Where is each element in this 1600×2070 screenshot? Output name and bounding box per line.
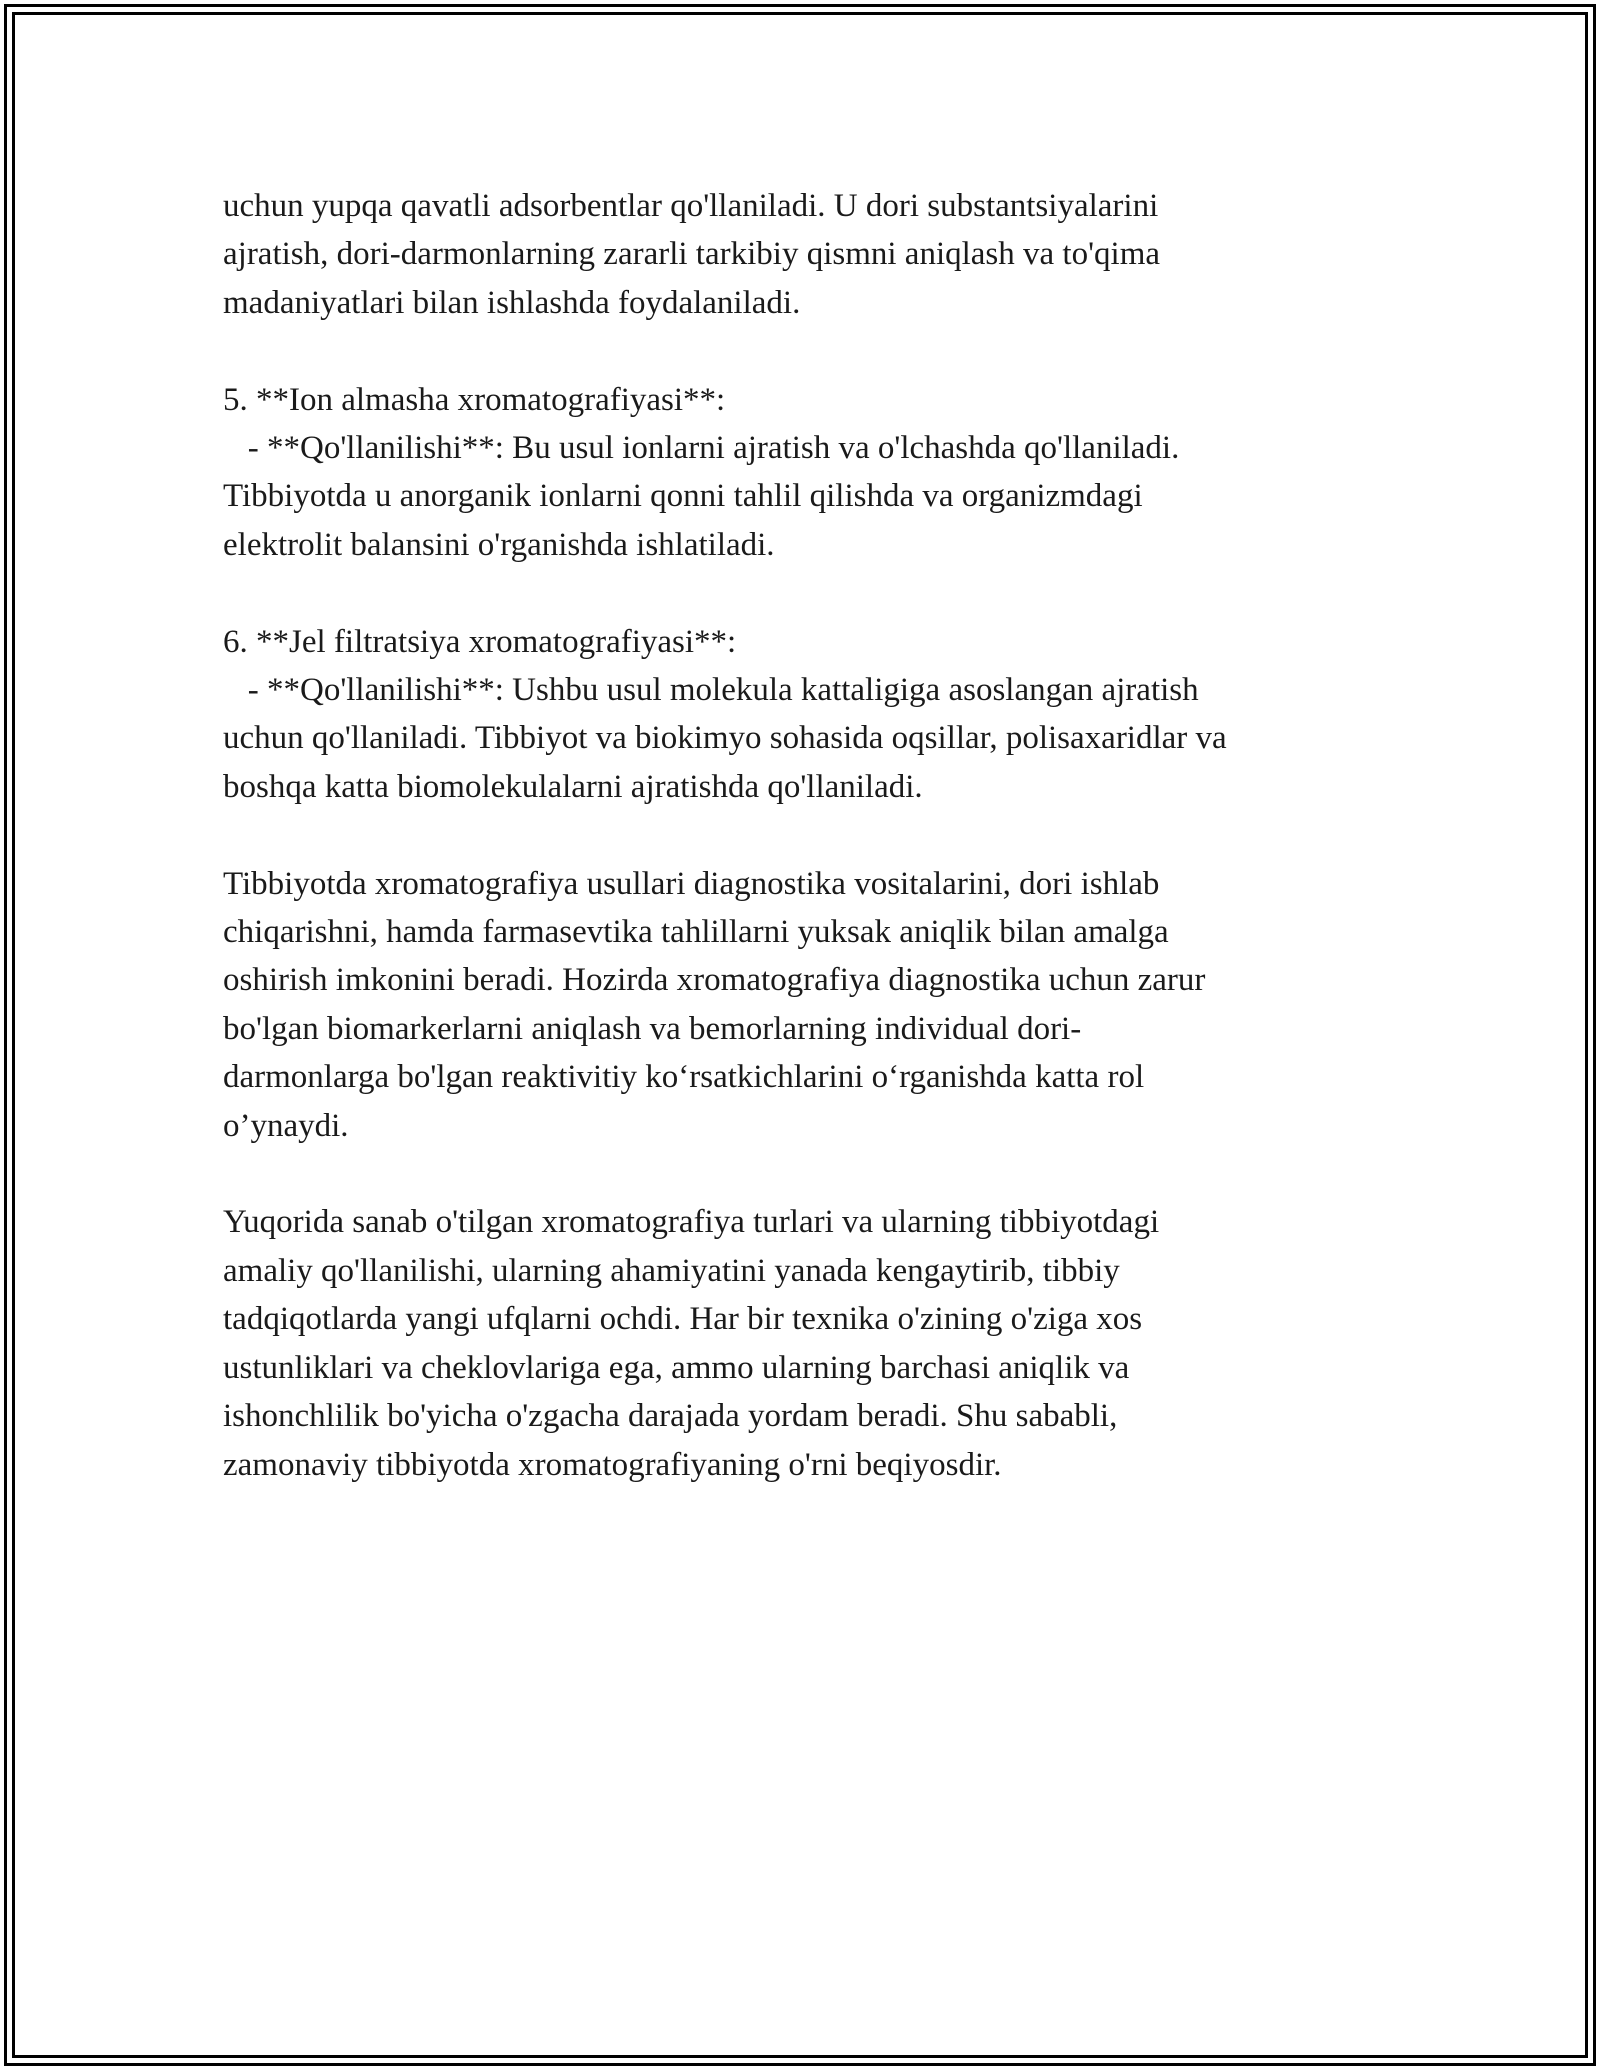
- paragraph-spacer: [223, 811, 1403, 859]
- text-line: uchun yupqa qavatli adsorbentlar qo'llaniladi. U dori substantsiyalarini: [223, 188, 1159, 224]
- text-line: amaliy qo'llanilishi, ularning ahamiyatini yanada kengaytirib, tibbiy: [223, 1252, 1120, 1289]
- paragraph-conclusion: [223, 1198, 1403, 1488]
- document-body: [223, 182, 1403, 1489]
- text-line: o’ynaydi.: [223, 1107, 349, 1144]
- text-line: oshirish imkonini beradi. Hozirda xromatografiya diagnostika uchun zarur: [223, 962, 1206, 999]
- paragraph-ion-exchange: [223, 376, 1403, 570]
- text-line: tadqiqotlarda yangi ufqlarni ochdi. Har bir texnika o'zining o'ziga xos: [223, 1301, 1143, 1338]
- text-line: Tibbiyotda u anorganik ionlarni qonni tahlil qilishda va organizmdagi: [223, 478, 1143, 515]
- text-line: ishonchlilik bo'yicha o'zgacha darajada yordam beradi. Shu sababli,: [223, 1398, 1118, 1435]
- text-line: chiqarishni, hamda farmasevtika tahlillarni yuksak aniqlik bilan amalga: [223, 914, 1169, 951]
- text-line: uchun qo'llaniladi. Tibbiyot va biokimyo sohasida oqsillar, polisaxaridlar va: [223, 720, 1227, 757]
- text-line: bo'lgan biomarkerlarni aniqlash va bemorlarning individual dori-: [223, 1010, 1082, 1047]
- paragraph-gel-filtration: [223, 618, 1403, 812]
- paragraph-spacer: [223, 569, 1403, 617]
- text-line: madaniyatlari bilan ishlashda foydalaniladi.: [223, 284, 801, 321]
- text-line: - **Qo'llanilishi**: Bu usul ionlarni ajratish va o'lchashda qo'llaniladi.: [223, 430, 1180, 467]
- list-heading: 5. **Ion almasha xromatografiyasi**:: [223, 381, 726, 418]
- text-line: darmonlarga bo'lgan reaktivitiy ko‘rsatkichlarini o‘rganishda katta rol: [223, 1059, 1145, 1096]
- text-line: boshqa katta biomolekulalarni ajratishda qo'llaniladi.: [223, 768, 923, 805]
- paragraph-spacer: [223, 1150, 1403, 1198]
- text-line: - **Qo'llanilishi**: Ushbu usul molekula kattaligiga asoslangan ajratish: [223, 672, 1199, 709]
- list-heading: 6. **Jel filtratsiya xromatografiyasi**:: [223, 623, 737, 660]
- text-line: zamonaviy tibbiyotda xromatografiyaning o'rni beqiyosdir.: [223, 1446, 1002, 1483]
- text-line: elektrolit balansini o'rganishda ishlatiladi.: [223, 526, 775, 563]
- text-line: ajratish, dori-darmonlarning zararli tarkibiy qismni aniqlash va to'qima: [223, 236, 1161, 273]
- paragraph-medicine-usage: [223, 860, 1403, 1150]
- text-line: ustunliklari va cheklovlariga ega, ammo ularning barchasi aniqlik va: [223, 1349, 1130, 1386]
- paragraph-adsorbents: [223, 182, 1403, 327]
- paragraph-spacer: [223, 327, 1403, 375]
- text-line: Tibbiyotda xromatografiya usullari diagnostika vositalarini, dori ishlab: [223, 865, 1160, 902]
- text-line: Yuqorida sanab o'tilgan xromatografiya turlari va ularning tibbiyotdagi: [223, 1204, 1160, 1241]
